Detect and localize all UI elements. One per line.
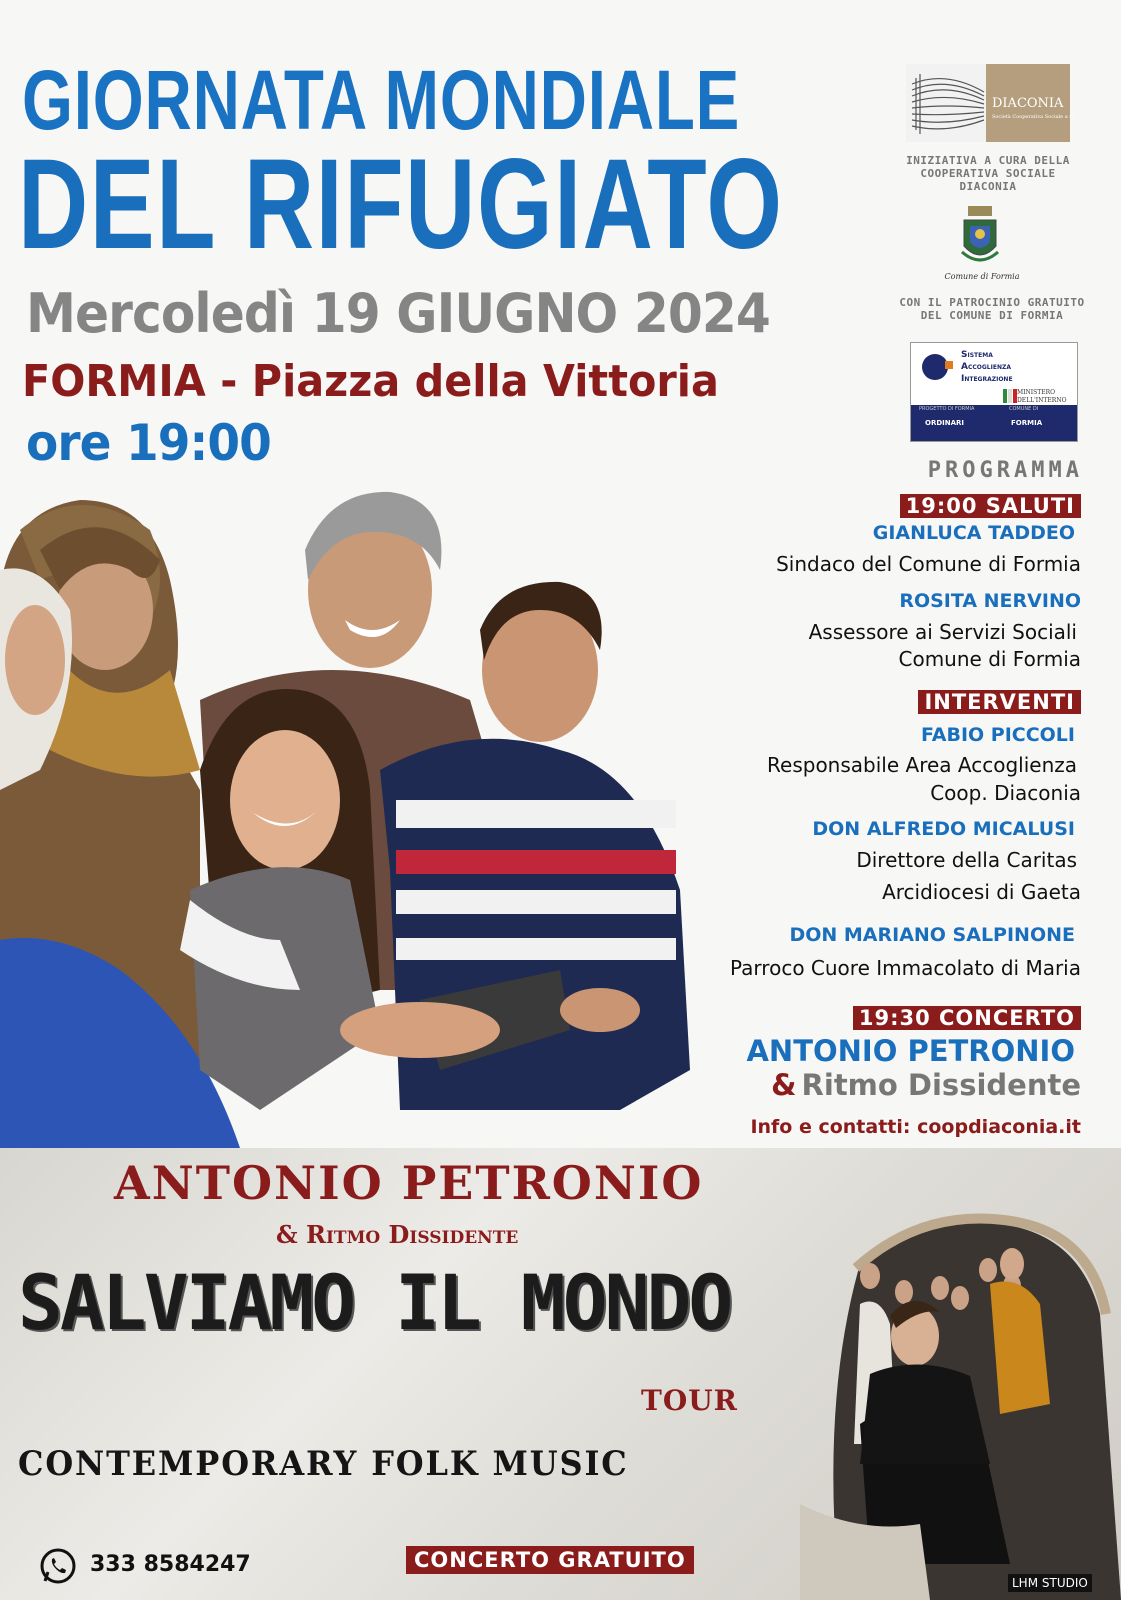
event-place: FORMIA - Piazza della Vittoria xyxy=(22,356,719,407)
speaker-role: Assessore ai Servizi Sociali xyxy=(808,620,1077,644)
program-heading: PROGRAMMA xyxy=(927,458,1083,483)
speaker-name: ROSITA NERVINO xyxy=(899,590,1081,612)
speaker-role: Direttore della Caritas xyxy=(856,848,1077,872)
banner-band: & Ritmo Dissidente xyxy=(276,1220,519,1249)
diaconia-logo xyxy=(906,64,1076,142)
sai-line1: Sistema xyxy=(961,350,993,360)
saluti-badge: 19:00 SALUTI xyxy=(900,492,1081,520)
diaconia-subtitle: Società Cooperativa Sociale a r.l. xyxy=(992,114,1076,120)
banner-artist: ANTONIO PETRONIO xyxy=(114,1156,704,1210)
patrocinio-note: CON IL PATROCINIO GRATUITO DEL COMUNE DI FORMIA xyxy=(899,296,1085,322)
speaker-role: Coop. Diaconia xyxy=(930,781,1081,805)
speaker-role: Responsabile Area Accoglienza xyxy=(767,753,1077,777)
sai-footer-left: ORDINARI xyxy=(925,419,965,427)
speaker-role: Parroco Cuore Immacolato di Maria xyxy=(730,956,1081,980)
sai-footer-right-top: COMUNE DI xyxy=(1009,406,1039,412)
tour-label: TOUR xyxy=(641,1384,738,1417)
event-time: ore 19:00 xyxy=(26,414,271,472)
diaconia-note: INIZIATIVA A CURA DELLA COOPERATIVA SOCIALE DIACONIA xyxy=(906,154,1070,193)
sai-mark-icon xyxy=(921,351,957,383)
event-title-line1: GIORNATA MONDIALE xyxy=(22,53,741,147)
event-title-line2: DEL RIFUGIATO xyxy=(18,133,784,276)
speaker-role: Arcidiocesi di Gaeta xyxy=(882,880,1081,904)
sai-ministero: MINISTERO DELL'INTERNO xyxy=(1017,389,1067,404)
free-concert-badge: CONCERTO GRATUITO xyxy=(406,1546,694,1574)
music-genre: CONTEMPORARY FOLK MUSIC xyxy=(18,1444,629,1484)
concert-banner xyxy=(0,1148,1121,1600)
refugee-family-photo xyxy=(0,470,710,1148)
concerto-badge: 19:30 CONCERTO xyxy=(853,1004,1081,1032)
diaconia-name: DIACONIA xyxy=(992,96,1064,111)
interventi-badge: INTERVENTI xyxy=(918,688,1081,716)
phone-number: 333 8584247 xyxy=(90,1552,251,1577)
tour-title: SALVIAMO IL MONDO xyxy=(18,1258,731,1347)
diaconia-mark-icon xyxy=(906,64,986,142)
italy-emblem-icon xyxy=(1003,389,1017,403)
speaker-name: GIANLUCA TADDEO xyxy=(872,522,1075,544)
speaker-name: DON ALFREDO MICALUSI xyxy=(812,818,1075,840)
sai-line2: Accoglienza xyxy=(961,362,1011,372)
speaker-name: FABIO PICCOLI xyxy=(920,724,1075,746)
speaker-role: Comune di Formia xyxy=(898,647,1081,671)
sai-logo xyxy=(910,342,1078,442)
sai-footer-right: FORMIA xyxy=(1011,419,1043,427)
whatsapp-icon xyxy=(38,1546,78,1586)
sai-footer-left-top: PROGETTO DI FORMIA xyxy=(919,406,975,412)
comune-label: Comune di Formia xyxy=(944,272,1020,281)
comune-crest-icon xyxy=(960,206,1000,268)
sai-line3: Integrazione xyxy=(961,374,1013,384)
info-contacts: Info e contatti: coopdiaconia.it xyxy=(750,1116,1081,1138)
speaker-role: Sindaco del Comune di Formia xyxy=(776,552,1081,576)
concert-band-line: & Ritmo Dissidente xyxy=(771,1068,1081,1102)
speaker-name: DON MARIANO SALPINONE xyxy=(789,924,1075,946)
studio-credit: LHM STUDIO xyxy=(1008,1574,1092,1592)
event-date: Mercoledì 19 GIUGNO 2024 xyxy=(26,282,770,345)
band-photo xyxy=(800,1204,1121,1600)
concert-artist: ANTONIO PETRONIO xyxy=(746,1034,1075,1068)
